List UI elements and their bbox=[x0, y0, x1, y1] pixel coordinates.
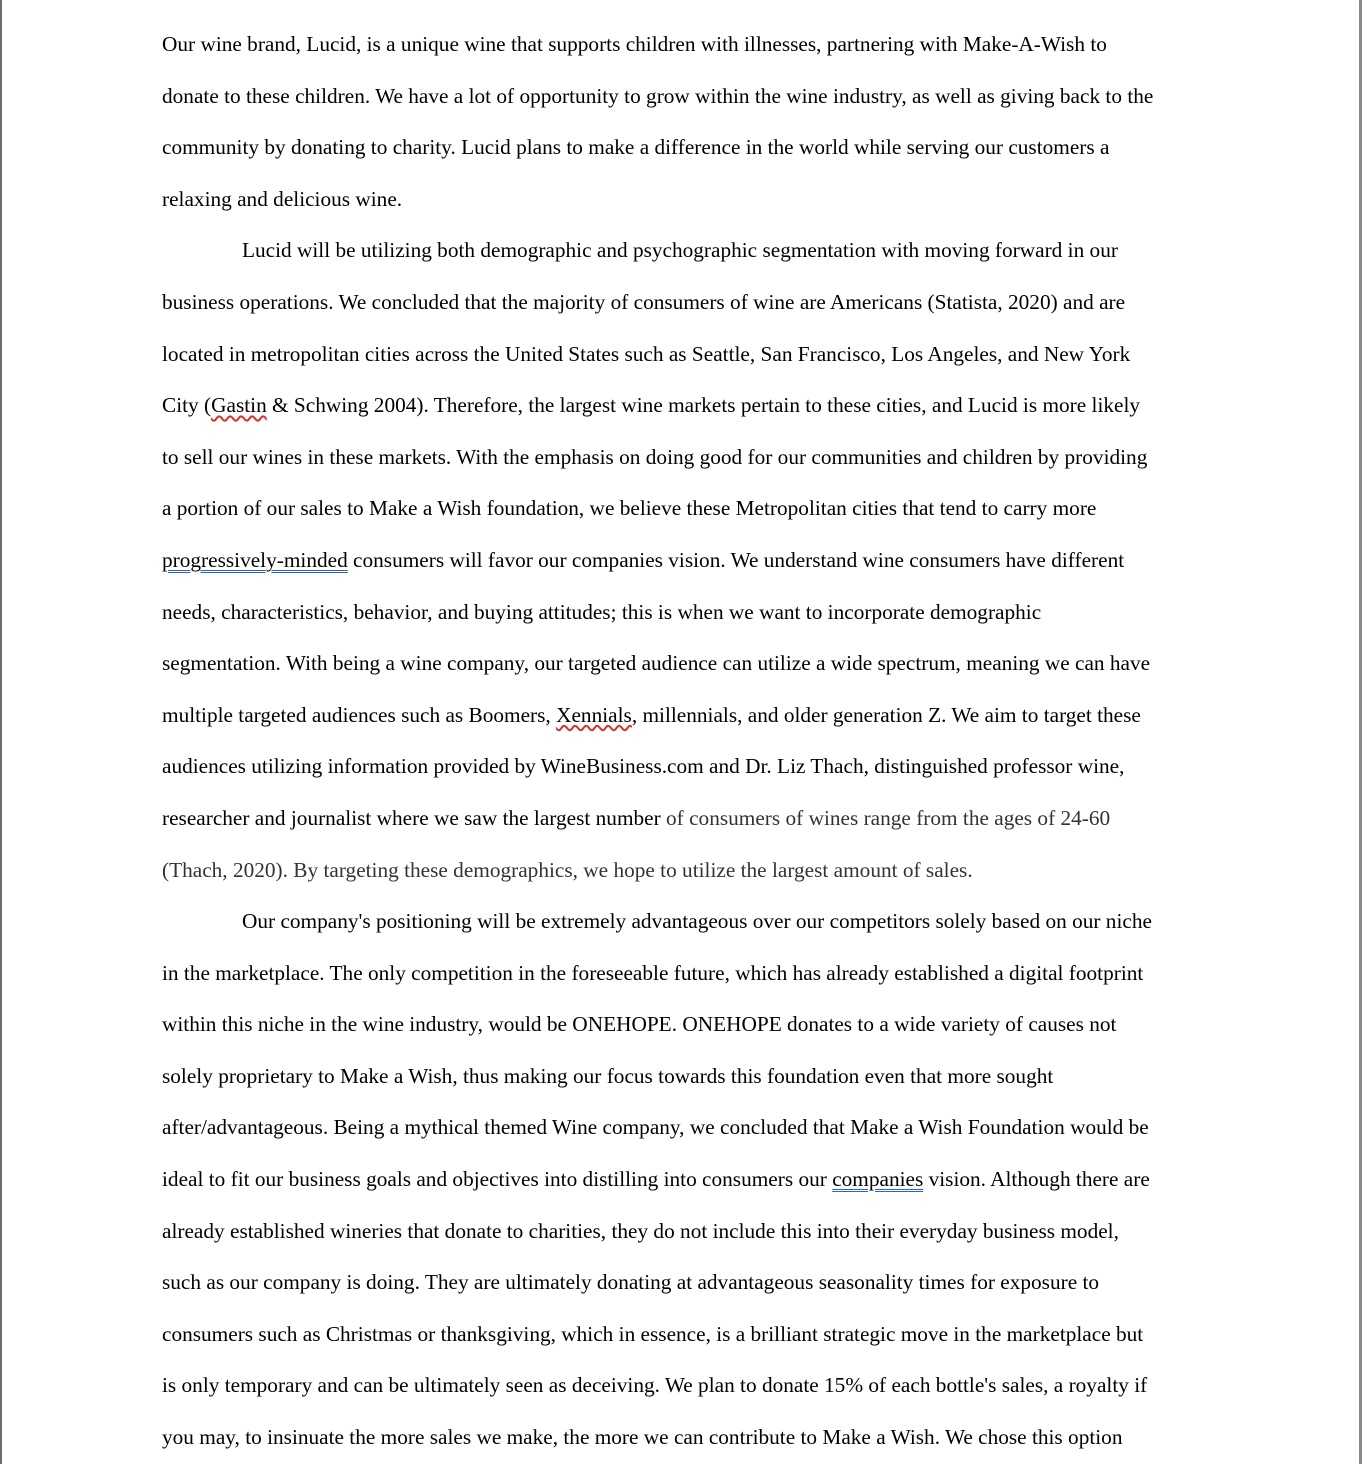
p2-line-9: segmentation. With being a wine company, our targeted audience can utilize a wide spectrum, meaning we can have bbox=[162, 651, 1151, 676]
text-run: & Schwing 2004). Therefore, the largest wine markets pertain to these cities, and Lucid is more likely bbox=[266, 393, 1141, 418]
text-run: multiple targeted audiences such as Boomers, bbox=[162, 702, 557, 727]
p3-line-3: within this niche in the wine industry, would be ONEHOPE. ONEHOPE donates to a wide variety of causes not bbox=[162, 1012, 1117, 1037]
p2-line-1: Lucid will be utilizing both demographic and psychographic segmentation with moving forward in our bbox=[242, 238, 1118, 263]
p3-line-6 bbox=[162, 1154, 1222, 1206]
p3-line-7: already established wineries that donate to charities, they do not include this into their everyday business model, bbox=[162, 1218, 1119, 1243]
p2-line-10 bbox=[162, 690, 1222, 742]
p3-line-5: after/advantageous. Being a mythical themed Wine company, we concluded that Make a Wish Foundation would be bbox=[162, 1115, 1149, 1140]
text-run: City ( bbox=[162, 393, 212, 418]
p2-line-2: business operations. We concluded that the majority of consumers of wine are Americans (Statista, 2020) and are bbox=[162, 289, 1126, 314]
p1-line-1: Our wine brand, Lucid, is a unique wine that supports children with illnesses, partnering with Make-A-Wish to bbox=[162, 32, 1107, 56]
text-run: researcher and journalist where we saw the largest number bbox=[162, 805, 661, 830]
document-body[interactable] bbox=[162, 19, 1222, 1464]
spelling-error-xennials[interactable]: Xennials bbox=[556, 702, 632, 727]
p1-line-2: donate to these children. We have a lot of opportunity to grow within the wine industry, as well as giving back to the bbox=[162, 83, 1154, 108]
p3-line-11: you may, to insinuate the more sales we make, the more we can contribute to Make a Wish. We chose this option bbox=[162, 1425, 1123, 1450]
p3-line-8: such as our company is doing. They are ultimately donating at advantageous seasonality times for exposure to bbox=[162, 1270, 1100, 1295]
p2-line-13: (Thach, 2020). By targeting these demographics, we hope to utilize the largest amount of sales. bbox=[162, 857, 973, 882]
page-edge-left bbox=[0, 0, 2, 1464]
text-run: , millennials, and older generation Z. We aim to target these bbox=[631, 702, 1141, 727]
p2-line-6: a portion of our sales to Make a Wish foundation, we believe these Metropolitan cities that tend to carry more bbox=[162, 496, 1097, 521]
text-run: consumers will favor our companies vision. We understand wine consumers have different bbox=[347, 547, 1125, 572]
p2-line-5: to sell our wines in these markets. With the emphasis on doing good for our communities and children by providing bbox=[162, 444, 1148, 469]
p1-line-4: relaxing and delicious wine. bbox=[162, 186, 403, 211]
text-run: vision. Although there are bbox=[923, 1167, 1150, 1192]
p2-line-12 bbox=[162, 793, 1222, 845]
grammar-flag-progressively-minded[interactable]: progressively-minded bbox=[162, 547, 348, 572]
p3-line-4: solely proprietary to Make a Wish, thus making our focus towards this foundation even that more sought bbox=[162, 1063, 1054, 1088]
gray-text-run: of consumers of wines range from the ages of 24-60 bbox=[660, 805, 1111, 830]
p2-line-4 bbox=[162, 380, 1222, 432]
text-run: ideal to fit our business goals and objectives into distilling into consumers our bbox=[162, 1167, 833, 1192]
p2-line-7 bbox=[162, 535, 1222, 587]
p3-line-1: Our company's positioning will be extremely advantageous over our competitors solely based on our niche bbox=[242, 909, 1152, 934]
grammar-flag-companies[interactable]: companies bbox=[832, 1167, 924, 1192]
p3-line-10: is only temporary and can be ultimately seen as deceiving. We plan to donate 15% of each bottle's sales, a royalty if bbox=[162, 1373, 1148, 1398]
p1-line-3: community by donating to charity. Lucid plans to make a difference in the world while serving our customers a bbox=[162, 135, 1110, 160]
p2-line-3: located in metropolitan cities across the United States such as Seattle, San Francisco, Los Angeles, and New York bbox=[162, 341, 1131, 366]
p2-line-11: audiences utilizing information provided by WineBusiness.com and Dr. Liz Thach, distinguished professor wine, bbox=[162, 754, 1125, 779]
p3-line-9: consumers such as Christmas or thanksgiving, which in essence, is a brilliant strategic move in the marketplace but bbox=[162, 1321, 1144, 1346]
p2-line-8: needs, characteristics, behavior, and buying attitudes; this is when we want to incorporate demographic bbox=[162, 599, 1042, 624]
p3-line-2: in the marketplace. The only competition in the foreseeable future, which has already established a digital footprint bbox=[162, 960, 1144, 985]
spelling-error-gastin[interactable]: Gastin bbox=[211, 393, 267, 418]
